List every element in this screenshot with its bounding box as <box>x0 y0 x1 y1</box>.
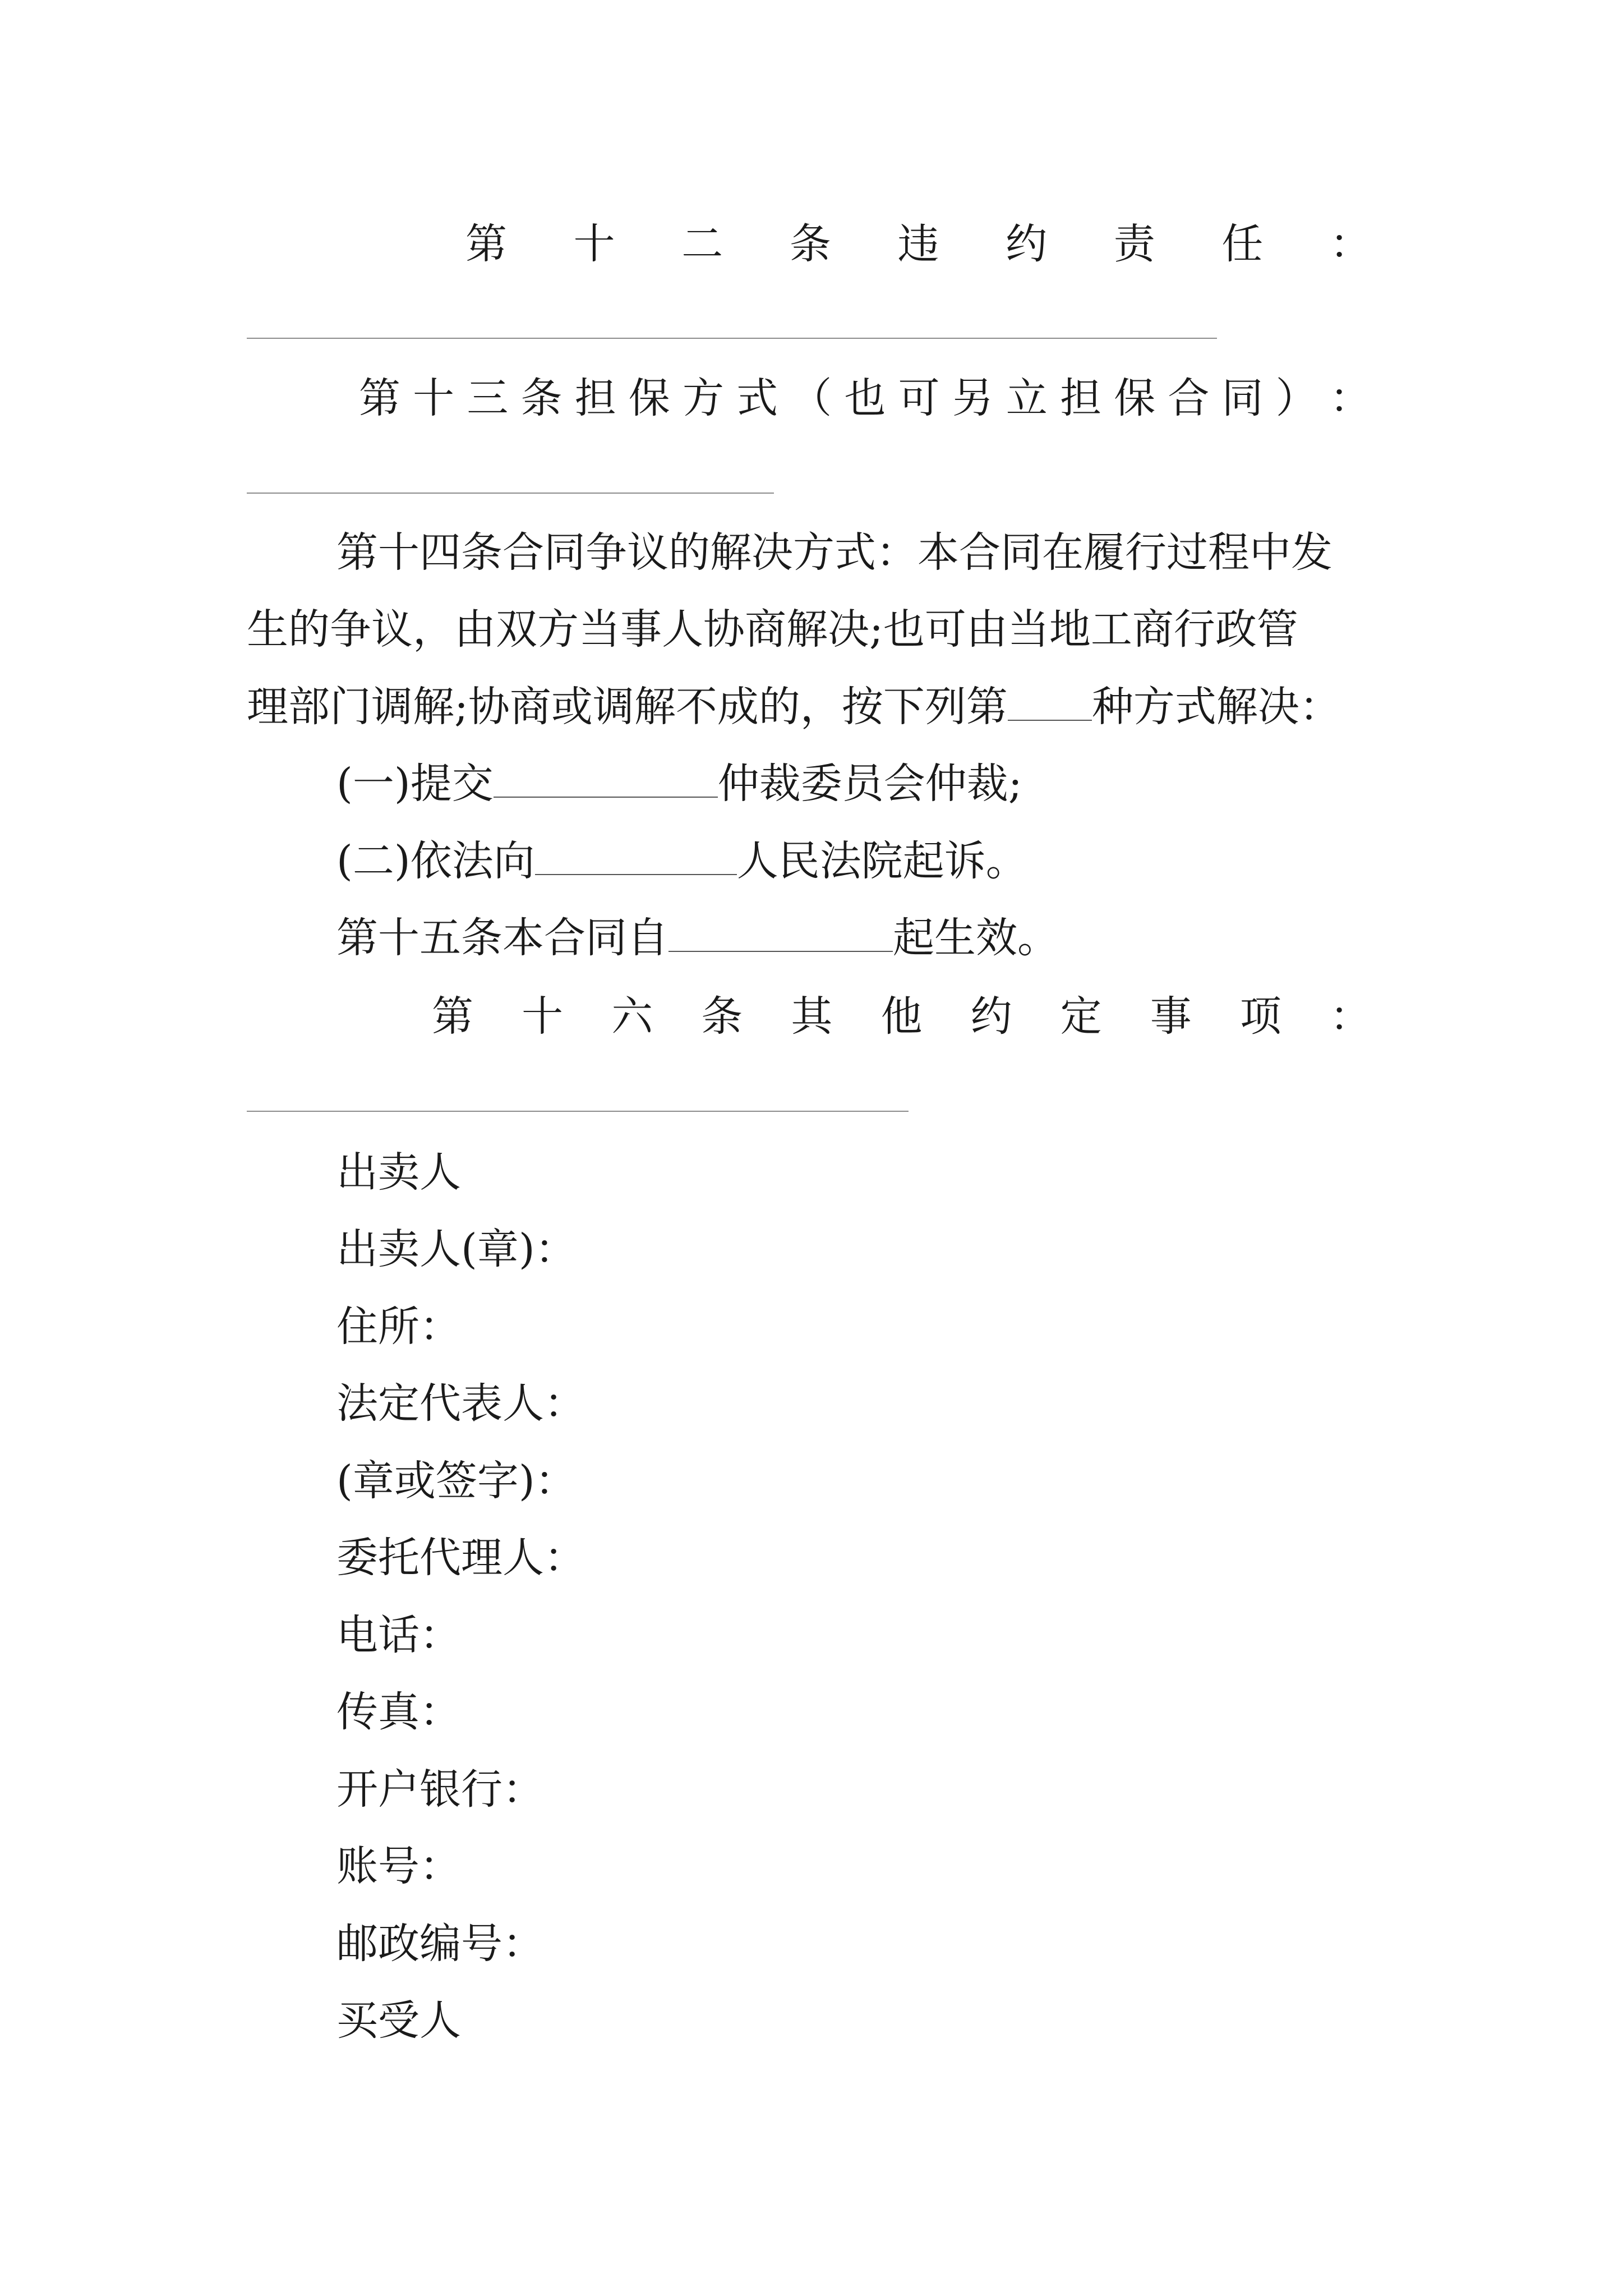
art12-char: 约 <box>1006 220 1048 268</box>
art13-char: 可 <box>898 374 940 422</box>
art12-char: 十 <box>573 220 615 268</box>
art13-char: ） <box>1275 374 1317 422</box>
art16-char: 项 <box>1239 992 1281 1041</box>
art16-char: 约 <box>970 992 1012 1041</box>
art12-char: 第 <box>465 220 507 268</box>
art13-char: 另 <box>952 374 994 422</box>
article-13-heading <box>359 373 1371 424</box>
art13-char: 条 <box>520 374 562 422</box>
option-arbitration <box>336 758 1022 809</box>
bank-label: 开户银行： <box>336 1765 544 1814</box>
art13-char: 合 <box>1168 374 1210 422</box>
phone-label: 电话： <box>336 1611 461 1659</box>
art16-char: ： <box>1329 992 1371 1041</box>
postcode-label: 邮政编号： <box>336 1920 544 1968</box>
effective-date-blank <box>668 917 893 952</box>
art16-char: 六 <box>611 992 653 1041</box>
art13-char: 三 <box>467 374 509 422</box>
art12-char: 条 <box>789 220 831 268</box>
article-13-fill-line <box>247 493 774 494</box>
legal-representative-label: 法定代表人： <box>336 1379 585 1428</box>
art12-char: 责 <box>1113 220 1155 268</box>
art13-char: 担 <box>574 374 616 422</box>
art13-char: 也 <box>844 374 886 422</box>
art16-char: 第 <box>432 992 473 1041</box>
seller-heading: 出卖人 <box>336 1148 461 1197</box>
option-litigation-suffix: 人民法院起诉。 <box>736 837 1027 885</box>
article-15 <box>336 913 1059 963</box>
art16-char: 事 <box>1150 992 1192 1041</box>
art16-char: 他 <box>880 992 923 1041</box>
article-14-line-3-tail: 种方式解决： <box>1091 683 1341 731</box>
article-14-line-3-text: 理部门调解;协商或调解不成的，按下列第 <box>247 683 1008 731</box>
article-14-line-3 <box>247 682 1341 732</box>
art13-char: 同 <box>1221 374 1264 422</box>
art13-char: 担 <box>1060 374 1102 422</box>
art13-char: 方 <box>682 374 724 422</box>
article-12-fill-line <box>247 338 1217 339</box>
buyer-heading: 买受人 <box>336 1996 461 2045</box>
article-14-line-1: 第十四条合同争议的解决方式：本合同在履行过程中发 <box>336 528 1332 577</box>
art12-char: 任 <box>1221 220 1264 268</box>
art16-char: 定 <box>1060 992 1102 1041</box>
art13-char: （ <box>790 374 832 422</box>
court-name-blank <box>535 840 737 875</box>
option-litigation <box>336 836 1027 886</box>
address-label: 住所： <box>336 1303 461 1351</box>
option-arbitration-suffix: 仲裁委员会仲裁; <box>717 760 1022 808</box>
article-14-line-2: 生的争议，由双方当事人协商解决;也可由当地工商行政管 <box>247 605 1298 654</box>
art13-char: 第 <box>359 374 400 422</box>
seller-seal-label: 出卖人(章)： <box>336 1225 577 1273</box>
art12-char: 违 <box>897 220 939 268</box>
art13-char: 保 <box>628 374 670 422</box>
method-number-blank <box>1008 686 1092 721</box>
seal-or-signature-label: (章或签字)： <box>336 1457 577 1505</box>
option-arbitration-prefix: (一)提交 <box>336 760 494 808</box>
art16-char: 十 <box>522 992 564 1041</box>
article-15-prefix: 第十五条本合同自 <box>336 914 668 962</box>
article-16-fill-line <box>247 1111 909 1112</box>
art13-char: 式 <box>736 374 778 422</box>
art12-char: 二 <box>681 220 723 268</box>
arbitration-committee-blank <box>494 763 718 798</box>
article-16-heading <box>432 991 1371 1042</box>
art16-char: 其 <box>791 992 833 1041</box>
account-label: 账号： <box>336 1842 461 1890</box>
article-15-suffix: 起生效。 <box>893 914 1059 962</box>
art13-char: 十 <box>413 374 455 422</box>
art12-char: ： <box>1330 220 1371 268</box>
fax-label: 传真： <box>336 1688 461 1736</box>
art16-char: 条 <box>701 992 743 1041</box>
option-litigation-prefix: (二)依法向 <box>336 837 535 885</box>
art13-char: ： <box>1329 374 1371 422</box>
article-12-heading <box>465 219 1371 269</box>
art13-char: 保 <box>1114 374 1156 422</box>
agent-label: 委托代理人： <box>336 1534 585 1582</box>
art13-char: 立 <box>1006 374 1048 422</box>
